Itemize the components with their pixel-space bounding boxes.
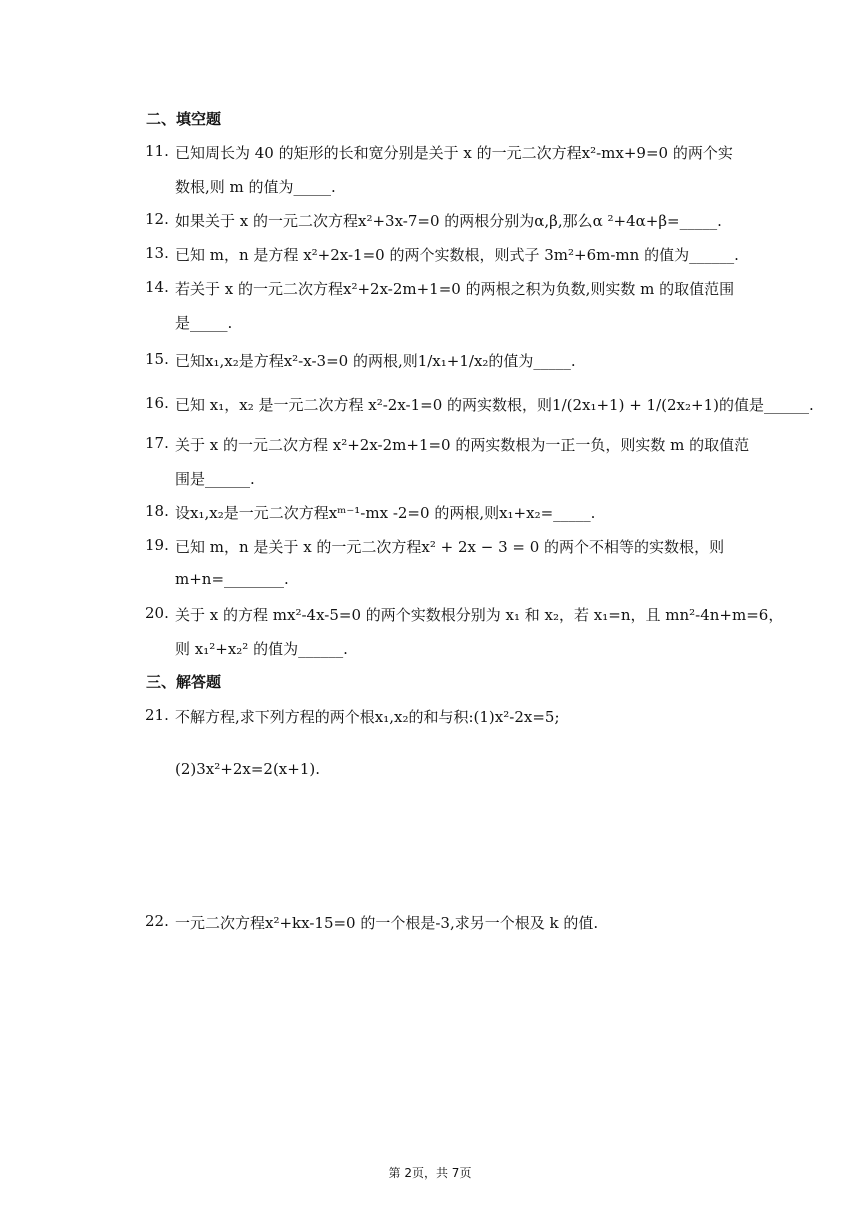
section-title-fill-blank: 二、填空题 <box>146 110 222 128</box>
question-14-line-2: 是_____. <box>175 314 233 332</box>
question-number: 13. <box>145 244 169 262</box>
question-number: 19. <box>145 536 169 554</box>
question-13-line-1: 已知 m，n 是方程 x²+2x-1=0 的两个实数根，则式子 3m²+6m-mn 的值为______. <box>175 246 739 264</box>
question-number: 18. <box>145 502 169 520</box>
question-number: 11. <box>145 142 169 160</box>
question-number: 12. <box>145 210 169 228</box>
question-20-line-2: 则 x₁²+x₂² 的值为______. <box>175 640 348 658</box>
question-number: 15. <box>145 350 169 368</box>
question-14-line-1: 若关于 x 的一元二次方程x²+2x-2m+1=0 的两根之积为负数,则实数 m 的取值范围 <box>175 280 735 298</box>
question-12-line-1: 如果关于 x 的一元二次方程x²+3x-7=0 的两根分别为α,β,那么α ²+4α+β=_____. <box>175 212 722 230</box>
question-16-line-1: 已知 x₁，x₂ 是一元二次方程 x²-2x-1=0 的两实数根，则1/(2x₁+1) + 1/(2x₂+1)的值是______. <box>175 396 814 414</box>
question-15-line-1: 已知x₁,x₂是方程x²-x-3=0 的两根,则1/x₁+1/x₂的值为_____. <box>175 352 576 370</box>
section-title-answer: 三、解答题 <box>146 673 222 691</box>
question-18-line-1: 设x₁,x₂是一元二次方程xᵐ⁻¹-mx -2=0 的两根,则x₁+x₂=_____. <box>175 504 596 522</box>
question-21-line-2: (2)3x²+2x=2(x+1). <box>175 760 320 778</box>
question-20-line-1: 关于 x 的方程 mx²-4x-5=0 的两个实数根分别为 x₁ 和 x₂，若 x₁=n，且 mn²-4n+m=6， <box>175 606 784 624</box>
question-11-line-2: 数根,则 m 的值为_____. <box>175 178 336 196</box>
question-number: 16. <box>145 394 169 412</box>
question-11-line-1: 已知周长为 40 的矩形的长和宽分别是关于 x 的一元二次方程x²-mx+9=0 的两个实 <box>175 144 733 162</box>
page-footer: 第 2页，共 7页 <box>388 1166 472 1180</box>
question-17-line-1: 关于 x 的一元二次方程 x²+2x-2m+1=0 的两实数根为一正一负，则实数 m 的取值范 <box>175 436 750 454</box>
question-number: 22. <box>145 912 169 930</box>
question-number: 14. <box>145 278 169 296</box>
question-19-line-2: m+n=________. <box>175 570 289 588</box>
question-22-line-1: 一元二次方程x²+kx-15=0 的一个根是-3,求另一个根及 k 的值. <box>175 914 599 932</box>
question-number: 20. <box>145 604 169 622</box>
question-17-line-2: 围是______. <box>175 470 255 488</box>
question-19-line-1: 已知 m，n 是关于 x 的一元二次方程x² + 2x − 3 = 0 的两个不相等的实数根，则 <box>175 538 725 556</box>
question-21-line-1: 不解方程,求下列方程的两个根x₁,x₂的和与积:(1)x²-2x=5; <box>175 708 560 726</box>
question-number: 17. <box>145 434 169 452</box>
question-number: 21. <box>145 706 169 724</box>
